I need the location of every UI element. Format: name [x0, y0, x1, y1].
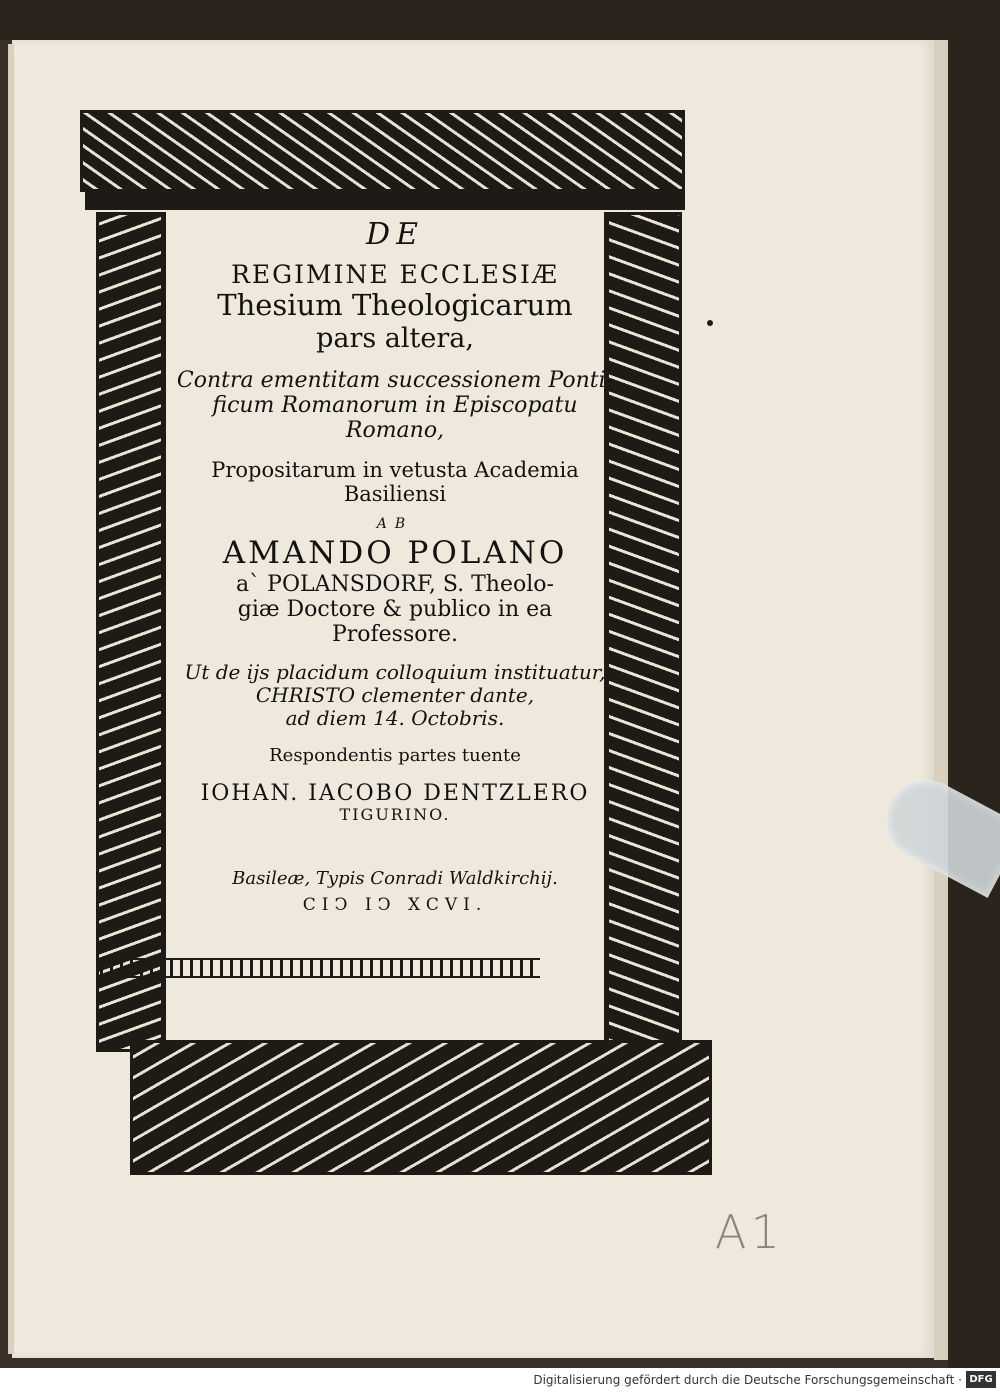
- subtitle-line-3: Romano,: [345, 418, 445, 444]
- title-text-block: [160, 218, 630, 915]
- author-line-1: a` POLANSDORF, S. Theolo-: [236, 571, 554, 597]
- page-fore-edge: [934, 40, 948, 1360]
- respondent-origin: TIGURINO.: [339, 805, 451, 825]
- ab-line: AB: [376, 515, 414, 532]
- colloquium-line-2: CHRISTO clementer dante,: [255, 683, 535, 708]
- footer-bar: [0, 1368, 1000, 1392]
- imprint-line: Basileæ, Typis Conradi Waldkirchij.: [232, 867, 558, 889]
- subtitle-line-2: ficum Romanorum in Episcopatu: [212, 392, 578, 418]
- woodcut-bottom-band: [130, 1040, 712, 1175]
- colloquium-line-1: Ut de ijs placidum colloquium instituatur,: [184, 660, 606, 685]
- pencil-signature-mark: A1: [715, 1205, 784, 1259]
- heading-regimine: REGIMINE ECCLESIÆ: [231, 259, 559, 289]
- colloquium-line-3: ad diem 14. Octobris.: [285, 706, 505, 731]
- funding-credit: Digitalisierung gefördert durch die Deutsche Forschungsgemeinschaft ·: [533, 1373, 962, 1387]
- heading-thesium: Thesium Theologicarum: [217, 288, 573, 323]
- dfg-logo: DFG: [966, 1371, 996, 1388]
- imprint-year: CIↃ IↃ XCVI.: [302, 894, 488, 915]
- woodcut-beam: [85, 190, 685, 210]
- propositarum-line-2: Basiliensi: [343, 481, 447, 506]
- woodcut-left-column: [96, 212, 164, 1052]
- respondent-line: Respondentis partes tuente: [269, 745, 521, 767]
- author-line-3: Professore.: [331, 622, 459, 648]
- propositarum-line-1: Propositarum in vetusta Academia: [211, 457, 579, 482]
- woodcut-top-band: [80, 110, 685, 192]
- heading-pars: pars altera,: [316, 322, 474, 354]
- author-line-2: giæ Doctore & publico in ea: [237, 596, 553, 622]
- ink-dot: [707, 320, 713, 326]
- subtitle-line-1: Contra ementitam successionem Ponti-: [176, 367, 614, 393]
- respondent-name: IOHAN. IACOBO DENTZLERO: [200, 781, 590, 807]
- heading-de: DE: [366, 217, 424, 252]
- ornamental-rule: [100, 958, 540, 978]
- author-name: AMANDO POLANO: [222, 534, 568, 571]
- page-edge: [8, 44, 14, 1354]
